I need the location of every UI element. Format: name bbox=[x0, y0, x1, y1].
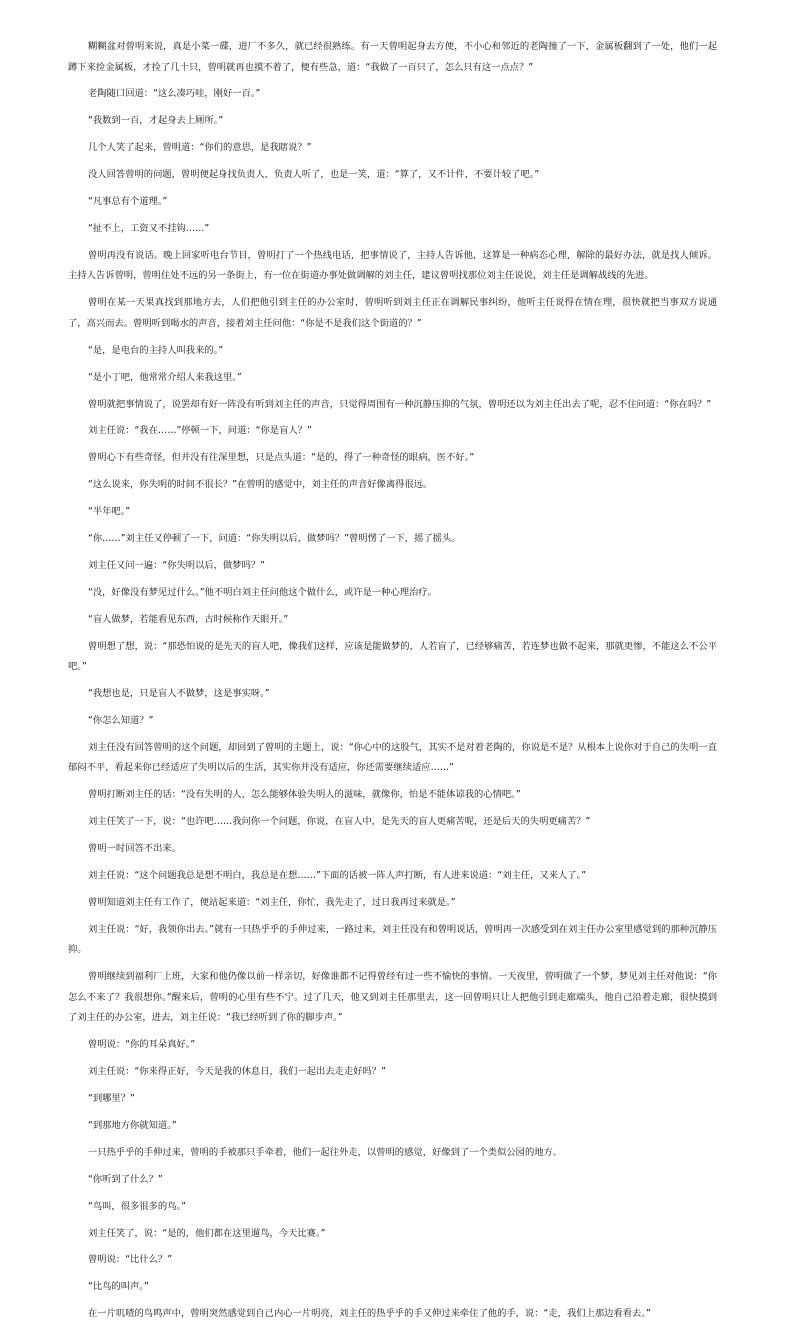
paragraph: “是，是电台的主持人叫我来的。” bbox=[88, 344, 224, 356]
paragraph: 刘主任又问一遍：“你失明以后，做梦吗？” bbox=[88, 559, 265, 571]
paragraph: 老陶随口回道：“这么凑巧哇，刚好一百。” bbox=[88, 88, 261, 100]
paragraph: 曾明一时回答不出来。 bbox=[88, 843, 181, 855]
paragraph: “你听到了什么？” bbox=[88, 1173, 163, 1185]
paragraph: “鸟叫，很多很多的鸟。” bbox=[88, 1200, 186, 1212]
paragraph: 刘主任说：“我在……”停顿一下，问道：“你是盲人？” bbox=[88, 425, 312, 437]
paragraph: “没，好像没有梦见过什么。”他不明白刘主任问他这个做什么，或许是一种心理治疗。 bbox=[88, 586, 437, 598]
paragraph: 曾明知道刘主任有工作了，便站起来道：“刘主任，你忙，我先走了，过日我再过来就是。” bbox=[88, 896, 456, 908]
paragraph: 一只热乎乎的手伸过来，曾明的手被那只手牵着，他们一起往外走，以曾明的感觉，好像到了一个类似公园的地方。 bbox=[88, 1146, 563, 1158]
paragraph: 刘主任笑了，说：“是的，他们都在这里遛鸟，今天比赛。” bbox=[88, 1227, 326, 1239]
paragraph: “你怎么知道？” bbox=[88, 714, 154, 726]
paragraph: 曾明心下有些奇怪，但并没有往深里想，只是点头道：“是的，得了一种奇怪的眼病，医不好。” bbox=[88, 452, 475, 464]
paragraph: “我想也是，只是盲人不做梦，这是事实呀。” bbox=[88, 688, 270, 700]
paragraph: “到哪里？” bbox=[88, 1093, 135, 1105]
paragraph: 在一片叽喳的鸟鸣声中，曾明突然感觉到自己内心一片明亮，刘主任的热乎乎的手又伸过来牵住了他的手，说：“走，我们上那边看看去。” bbox=[88, 1308, 651, 1320]
paragraph: 曾明想了想，说：“那恐怕说的是先天的盲人吧，像我们这样，应该是能做梦的，人若盲了，已经够痛苦，若连梦也做不起来，那就更惨，不能这么不公平吧。” bbox=[68, 640, 717, 673]
paragraph: 刘主任说：“好，我领你出去。”就有一只热乎乎的手伸过来，一路过来，刘主任没有和曾明说话，曾明再一次感受到在刘主任办公室里感觉到的那种沉静压抑。 bbox=[68, 923, 717, 956]
paragraph: 刘主任没有回答曾明的这个问题，却回到了曾明的主题上，说：“你心中的这股气，其实不是对着老陶的，你说是不是？从根本上说你对于自己的失明一直郁闷不平，看起来你已经适应了失明以后的生活，其实你并没有适应，你还需要继续适应……” bbox=[68, 741, 717, 774]
paragraph: “扯不上，工资又不挂钩……” bbox=[88, 222, 210, 234]
paragraph: 没人回答曾明的问题，曾明便起身找负责人，负责人听了，也是一笑，道：“算了，又不计件，不要计较了吧。” bbox=[88, 169, 540, 181]
paragraph: “这么说来，你失明的时间不很长？”在曾明的感觉中，刘主任的声音好像离得很远。 bbox=[88, 479, 433, 491]
paragraph: “凡事总有个道理。” bbox=[88, 196, 168, 208]
paragraph: 糊糊盆对曾明来说，真是小菜一碟，进厂不多久，就已经很熟练。有一天曾明起身去方便，不小心和邻近的老陶撞了一下，金属板翻到了一处，他们一起蹲下来捡金属板，才捡了几十只，曾明就再也摸不着了，便有些急，道：“我做了一百只了，怎么只有这一点点？” bbox=[68, 41, 717, 73]
paragraph: 曾明说：“你的耳朵真好。” bbox=[88, 1039, 196, 1051]
paragraph: 几个人笑了起来，曾明道：“你们的意思，是我瞎说？” bbox=[88, 142, 312, 154]
paragraph: 曾明说：“比什么？” bbox=[88, 1254, 173, 1266]
paragraph: 曾明继续到福利厂上班，大家和他仍像以前一样亲切，好像谁都不记得曾经有过一些不愉快的事情。一天夜里，曾明做了一个梦，梦见刘主任对他说：“你怎么不来了？我很想你。”醒来后，曾明的心里有些不宁。过了几天，他又到刘主任那里去，这一回曾明只让人把他引到走廊端头，他自己沿着走廊，很快摸到了刘主任的办公室，进去，刘主任说：“我已经听到了你的脚步声。” bbox=[68, 971, 717, 1024]
paragraph: “比鸟的叫声。” bbox=[88, 1281, 149, 1293]
paragraph: 曾明打断刘主任的话：“没有失明的人，怎么能够体验失明人的滋味，就像你，怕是不能体谅我的心情吧。” bbox=[88, 789, 521, 801]
paragraph: 刘主任说：“你来得正好，今天是我的休息日，我们一起出去走走好吗？” bbox=[88, 1066, 386, 1078]
paragraph: 曾明在某一天果真找到那地方去，人们把他引到主任的办公室时，曾明听到刘主任正在调解民事纠纷，他听主任说得在情在理，很快就把当事双方说通了，高兴而去。曾明听到喝水的声音，接着刘主任问他：“你是不是我们这个街道的？” bbox=[68, 297, 717, 329]
paragraph: “我数到一百，才起身去上厕所。” bbox=[88, 115, 224, 127]
paragraph: 刘主任笑了一下，说：“也许吧……我问你一个问题，你说，在盲人中，是先天的盲人更痛苦呢，还是后天的失明更痛苦？” bbox=[88, 816, 591, 828]
paragraph: 曾明就把事情说了，说罢却有好一阵没有听到刘主任的声音，只觉得周围有一种沉静压抑的气氛，曾明还以为刘主任出去了呢，忍不住问道：“你在吗？” bbox=[88, 398, 712, 410]
paragraph: “你……”刘主任又停顿了一下，问道：“你失明以后，做梦吗？”曾明愣了一下，摇了摇头。 bbox=[88, 533, 461, 545]
paragraph: “盲人做梦，若能看见东西，古时候称作天眼开。” bbox=[88, 613, 289, 625]
paragraph: “半年吧。” bbox=[88, 506, 131, 518]
paragraph: 曾明再没有说话。晚上回家听电台节目，曾明打了一个热线电话，把事情说了，主持人告诉他，这算是一种病态心理，解除的最好办法，就是找人倾诉。主持人告诉曾明，曾明住处不远的另一条街上，有一位在街道办事处做调解的刘主任，建议曾明找那位刘主任说说，刘主任是调解战线的先进。 bbox=[68, 249, 717, 282]
paragraph: “是小丁吧，他常常介绍人来我这里。” bbox=[88, 371, 242, 383]
paragraph: “到那地方你就知道。” bbox=[88, 1120, 177, 1132]
paragraph: 刘主任说：“这个问题我总是想不明白，我总是在想……”下面的话被一阵人声打断，有人进来说道：“刘主任，又来人了。” bbox=[88, 870, 587, 882]
